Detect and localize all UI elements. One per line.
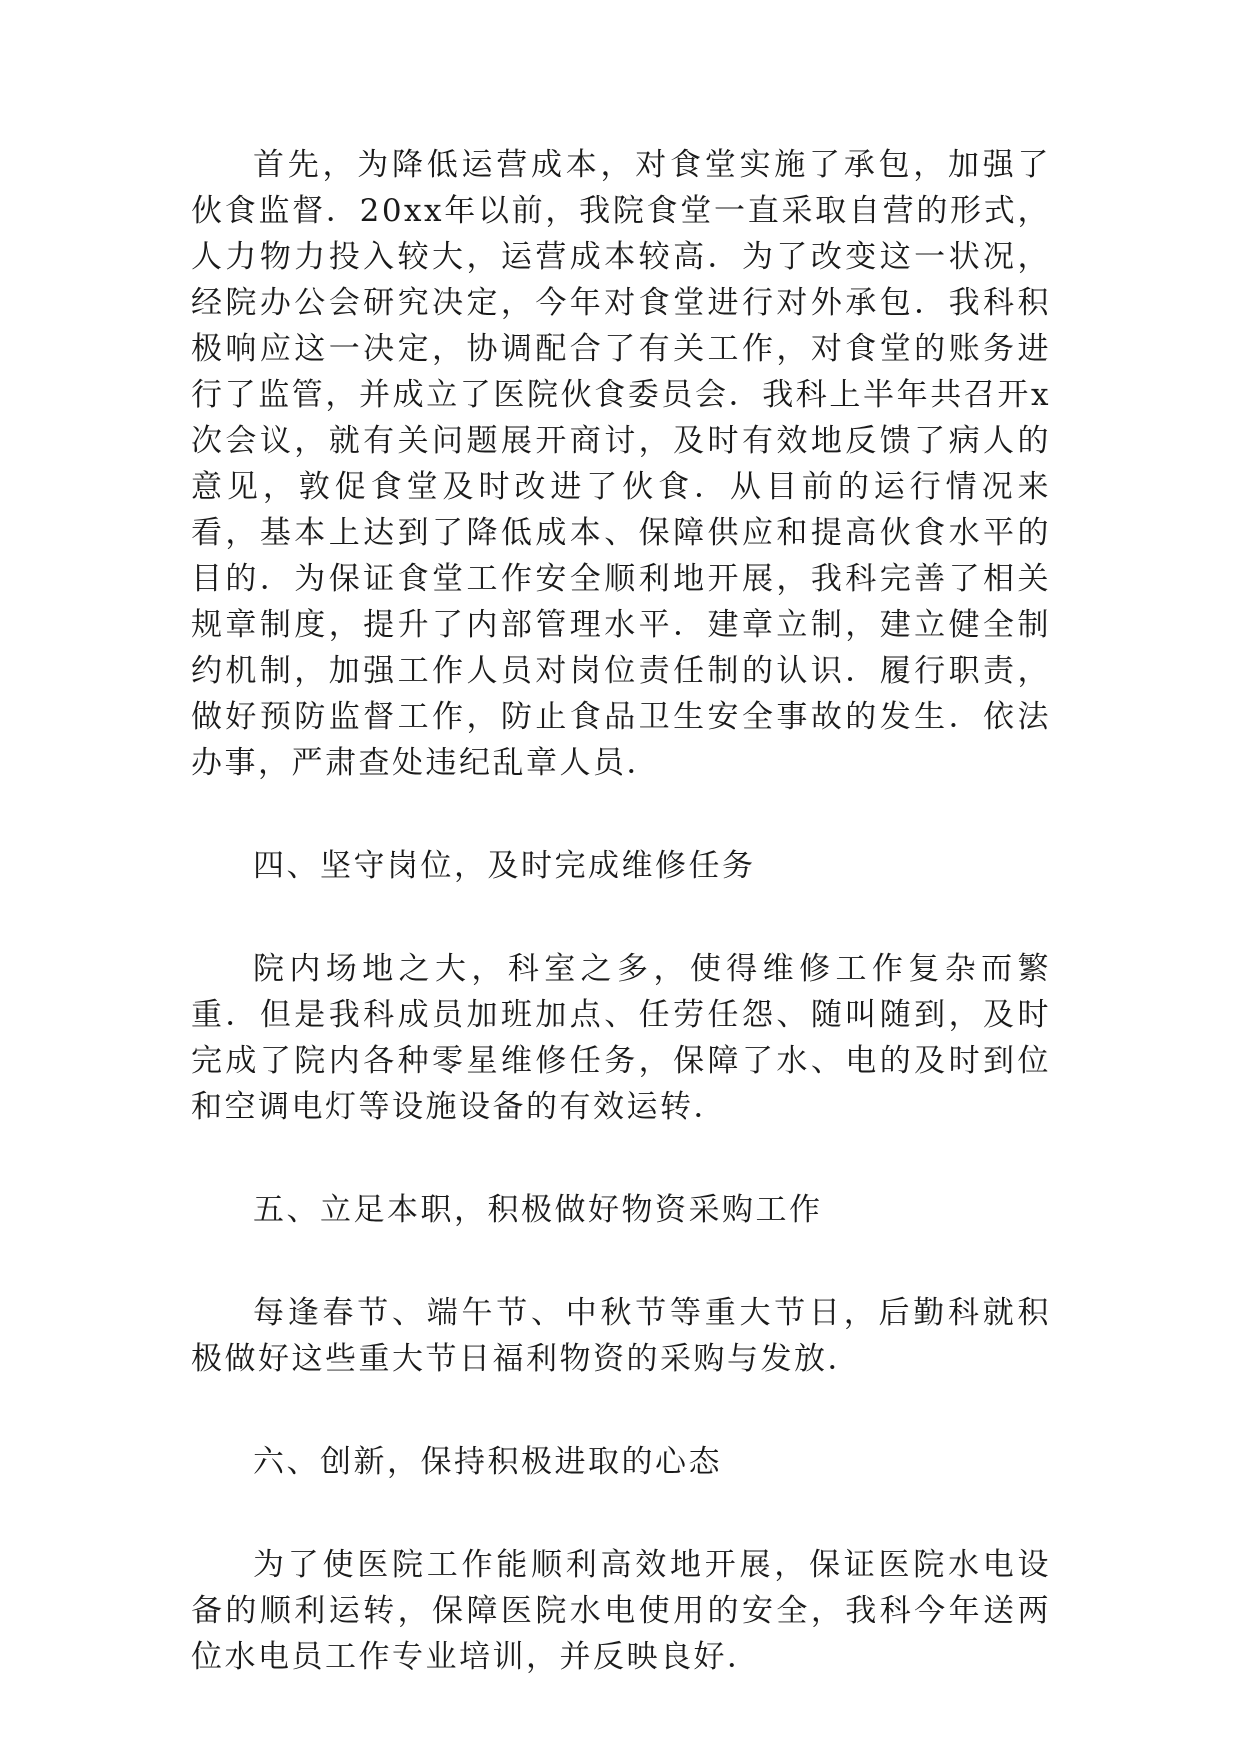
section-heading-5: 五、立足本职，积极做好物资采购工作	[253, 1192, 823, 1228]
section-heading-6: 六、创新，保持积极进取的心态	[253, 1444, 722, 1480]
document-body	[191, 142, 1051, 1680]
paragraph-procurement: 每逢春节、端午节、中秋节等重大节日，后勤科就积极做好这些重大节日福利物资的采购与发放．	[191, 1295, 1051, 1377]
paragraph-training: 为了使医院工作能顺利高效地开展，保证医院水电设备的顺利运转，保障医院水电使用的安全，我科今年送两位水电员工作专业培训，并反映良好．	[191, 1547, 1051, 1675]
paragraph-canteen-contract: 首先，为降低运营成本，对食堂实施了承包，加强了伙食监督．20xx年以前，我院食堂一直采取自营的形式，人力物力投入较大，运营成本较高．为了改变这一状况，经院办公会研究决定，今年对食堂进行对外承包．我科积极响应这一决定，协调配合了有关工作，对食堂的账务进行了监管，并成立了医院伙食委员会．我科上半年共召开x次会议，就有关问题展开商讨，及时有效地反馈了病人的意见，敦促食堂及时改进了伙食．从目前的运行情况来看，基本上达到了降低成本、保障供应和提高伙食水平的目的．为保证食堂工作安全顺利地开展，我科完善了相关规章制度，提升了内部管理水平．建章立制，建立健全制约机制，加强工作人员对岗位责任制的认识．履行职责，做好预防监督工作，防止食品卫生安全事故的发生．依法办事，严肃查处违纪乱章人员．	[191, 147, 1051, 781]
section-heading-4: 四、坚守岗位，及时完成维修任务	[253, 848, 756, 884]
paragraph-maintenance: 院内场地之大，科室之多，使得维修工作复杂而繁重．但是我科成员加班加点、任劳任怨、随叫随到，及时完成了院内各种零星维修任务，保障了水、电的及时到位和空调电灯等设施设备的有效运转．	[191, 951, 1051, 1125]
